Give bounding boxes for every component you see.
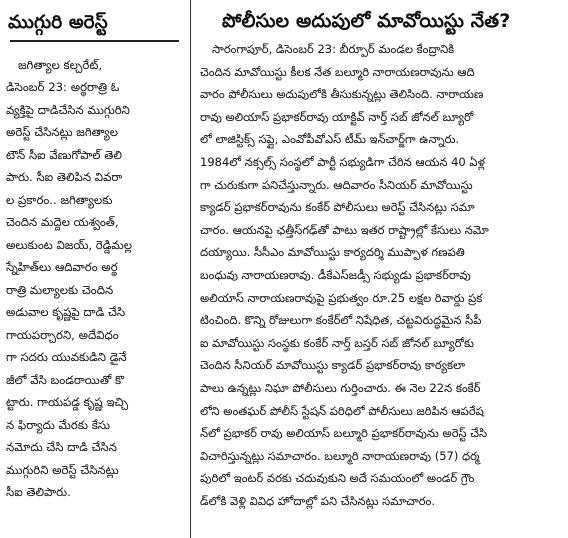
article-line: డ్‌లోకి వెళ్లి వివిధ హోదాల్లో పని చేసినట్లు సమాచారం.	[200, 493, 436, 508]
article-line: లోని అంతఘర్ పోలీస్ స్టేషన్ పరిధిలో పోలీసులు జరిపిన ఆపరేష	[200, 403, 484, 418]
article-line: అరెస్ట్ చేసినట్లు జగిత్యాల	[6, 125, 119, 139]
article-line: చారం. ఆయనపై ఛత్తీస్‌గఢ్‌తో పాటు ఇతర రాష్ట్రాల్లో కేసులు నమో	[200, 222, 489, 237]
article-line: పురిలో ఇంటర్ వరకు చదువుకుని అదే సమయంలో అండర్ గ్రౌం	[200, 471, 475, 486]
column-divider	[190, 0, 191, 538]
article-line: న ఫిర్యాదు మేరకు కేసు	[6, 417, 111, 432]
article-line: ల ప్రకారం.. జగిత్యాలకు	[6, 192, 113, 207]
article-line: పారు. సీఐ తెలిపిన వివరా	[6, 170, 123, 184]
article-line: 1984లో నక్సల్స్ సంస్థలో పార్టీ సభ్యుడిగా చేరిన ఆయన 40 ఏళ్ల	[200, 154, 485, 169]
article-line: అలుకుంట విజయ్, రెడ్డిమల్ల	[6, 237, 133, 252]
article-line: క్యాడర్ ప్రభాకర్‌రావును కంకేర్ పోలీసులు అరెస్ట్ చేసినట్లు సమా	[200, 200, 475, 215]
article-line: పాలు ఉన్నట్లు నిఘా పోలీసులు గుర్తించారు. ఈ నెల 22న కంకేర్	[200, 380, 481, 395]
article-line: డిసెంబర్ 23: అర్థరాత్రి ఓ	[6, 80, 120, 94]
article-line: గా సదరు యువకుడిని డైనే	[6, 350, 127, 364]
article-line: ట్టారు. గాయపడ్డ కృష్ణ ఇచ్చి	[6, 395, 129, 409]
article-line: న్‌లో ప్రభాకర్ రావు అలియాస్ బల్మూరి ప్రభాకర్‌రావును అరెస్ట్ చేసి	[200, 426, 488, 441]
article-line: నమోదు చేసి దాడి చేసిన	[6, 440, 117, 454]
right-article-body	[196, 38, 566, 512]
article-line: చెందిన సీనియర్ మావోయిస్టు క్యాడర్ ప్రభాకర్‌రావు కార్యకలా	[200, 358, 466, 373]
article-line: అలియాస్ నారాయణరావుపై ప్రభుత్వం రూ.25 లక్షల రివార్డు ప్రక	[200, 290, 483, 305]
article-line: టించింది. కొన్ని రోజులుగా కంకేర్‌లో నిషేధిత, చట్టవిరుద్ధమైన సీపీ	[200, 313, 482, 328]
left-article-headline: ముగ్గురి అరెస్ట్	[8, 12, 108, 33]
article-line: ముగ్గురిని అరెస్ట్ చేసినట్లు	[6, 462, 119, 477]
article-line: దయ్యాయి. సీసీఎం మావోయిస్టు కార్యదర్శి ముప్పాళ గణపతి	[200, 245, 465, 260]
article-line: రాత్రి మల్యాలకు చెందిన	[6, 282, 114, 297]
article-line: జగిత్యాల కల్చరేట్,	[18, 57, 103, 72]
article-line: అడువాల కృష్ణపై దాడి చేసి	[6, 305, 126, 319]
article-line: సారంగాపూర్, డిసెంబర్ 23: బీర్పూర్ మండల కేంద్రానికి	[212, 42, 455, 56]
article-line: విచారిస్తున్నట్లు సమాచారం. బల్మూరి నారాయణరావు (57) ధర్మ	[200, 448, 480, 463]
article-line: సీఐ తెలిపారు.	[6, 485, 71, 499]
article-line: వ్యక్తిపై దాడిచేసిన ముగ్గురిని	[6, 102, 130, 117]
article-line: ఐ మావోయిస్టు సంస్థకు కంకేర్ నార్త్ బస్తర్ సబ్ జోనల్ బ్యూరోకు	[200, 335, 474, 350]
article-line: చెందిన మావోయిస్టు కీలక నేత బల్మూరి నారాయణరావును ఆది	[200, 64, 475, 79]
article-line: జీలో వేసి బండరాయితో కొ	[6, 372, 124, 387]
article-line: బంధువు నారాయణరావు. డీకేఎస్‌జడ్సీ సభ్యుడు ప్రభాకర్‌రావు	[200, 267, 471, 282]
headline-underline	[10, 40, 179, 42]
article-line: చెందిన మద్దెల యశ్వంత్,	[6, 215, 119, 229]
article-line: గాయపర్చారని, అదేవిధం	[6, 327, 119, 342]
article-line: రావు అలియాస్ ప్రభాకర్‌రావు యాక్టివ్ నార్త్ సబ్ జోనల్ బ్యూరో	[200, 109, 474, 124]
article-line: టౌన్ సీఐ వేణుగోపాల్ తెలి	[6, 147, 122, 162]
article-line: గా చురుకుగా పనిచేస్తున్నారు. ఆదివారం సీనియర్ మావోయిస్టు	[200, 177, 473, 192]
right-article-headline: పోలీసుల అదుపులో మావోయిస్టు నేత?	[222, 10, 511, 32]
right-article	[196, 0, 566, 538]
article-line: వారం పోలీసులు అదుపులోకి తీసుకున్నట్లు తెలిసింది. నారాయణ	[200, 87, 484, 102]
left-article	[0, 0, 187, 538]
left-article-body	[0, 54, 187, 504]
article-line: లో లాజిస్టిక్స్ సప్లై, ఎంవోపీవోఎస్ టీమ్ ఇన్‌చార్జ్‌గా ఉన్నారు.	[200, 132, 460, 147]
article-line: స్నేహిత్‌లు ఆదివారం అర్థ	[6, 260, 118, 274]
